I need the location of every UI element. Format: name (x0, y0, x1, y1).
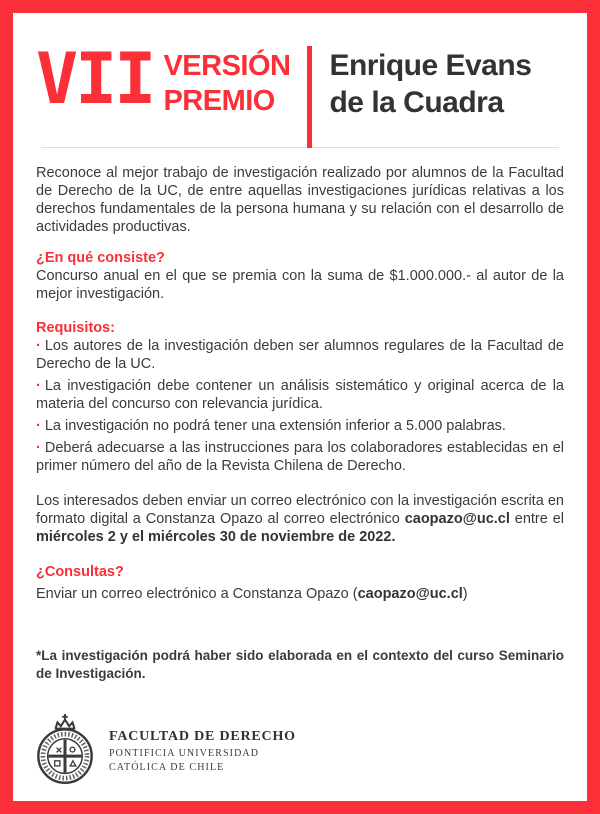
consultas-heading: ¿Consultas? (36, 564, 124, 580)
edition-number: VII (36, 38, 154, 120)
requisito-text: Los autores de la investigación deben ser alumnos regulares de la Facultad de Derecho de la UC. (36, 338, 564, 372)
consiste-heading: ¿En qué consiste? (36, 250, 165, 266)
consiste-paragraph: Concurso anual en el que se premia con la suma de $1.000.000.- al autor de la mejor investigación. (36, 268, 564, 302)
requisitos-list (36, 337, 564, 475)
submission-text: Los interesados deben enviar un correo electrónico con la investigación escrita en formato digital a Constanza Opazo al correo electrónico (36, 493, 564, 527)
bullet-dot-icon: · (36, 378, 41, 394)
submission-paragraph (36, 492, 564, 546)
submission-email: caopazo@uc.cl (404, 511, 510, 527)
requisito-text: La investigación debe contener un análisis sistemático y original acerca de la materia del concurso con relevancia jurídica. (36, 378, 564, 412)
poster-body (13, 148, 587, 683)
requisito-item (36, 417, 564, 435)
institution-block (109, 729, 296, 773)
university-name-line2: CATÓLICA DE CHILE (109, 761, 225, 773)
prize-name-line1: Enrique Evans (329, 49, 532, 82)
consultas-text: Enviar un correo electrónico a Constanza Opazo ( (36, 586, 358, 602)
consultas-text-2: ) (462, 586, 468, 602)
version-premio-title (163, 49, 290, 119)
faculty-name: FACULTAD DE DERECHO (109, 728, 296, 744)
footnote: *La investigación podrá haber sido elaborada en el contexto del curso Seminario de Investigación. (36, 648, 564, 681)
bullet-dot-icon: · (36, 418, 41, 434)
requisito-item (36, 337, 564, 373)
submission-deadline: miércoles 2 y el miércoles 30 de noviembre de 2022. (36, 529, 396, 545)
requisito-item (36, 377, 564, 413)
prize-name-line2: de la Cuadra (329, 86, 504, 119)
consultas-paragraph (36, 585, 564, 603)
header (13, 13, 587, 147)
footer (13, 713, 587, 788)
requisito-item (36, 439, 564, 475)
requisito-text: La investigación no podrá tener una extensión inferior a 5.000 palabras. (44, 418, 506, 434)
bullet-dot-icon: · (36, 338, 41, 354)
consultas-email: caopazo@uc.cl (357, 586, 463, 602)
premio-line: PREMIO (163, 85, 275, 117)
prize-name (329, 47, 531, 121)
uc-seal-icon (36, 713, 94, 788)
requisito-text: Deberá adecuarse a las instrucciones para los colaboradores establecidas en el primer número del año de la Revista Chilena de Derecho. (36, 440, 564, 474)
intro-paragraph: Reconoce al mejor trabajo de investigación realizado por alumnos de la Facultad de Derecho de la UC, de entre aquellas investigaciones jurídicas relativas a los derechos fundamentales de la persona humana y su relación con el desarrollo de actividades productivas. (36, 165, 564, 235)
requisitos-heading: Requisitos: (36, 320, 115, 336)
submission-text-2: entre el (509, 511, 564, 527)
bullet-dot-icon: · (36, 440, 41, 456)
version-line: VERSIÓN (163, 50, 291, 82)
red-vertical-divider (307, 46, 312, 148)
university-name-line1: PONTIFICIA UNIVERSIDAD (109, 747, 260, 759)
